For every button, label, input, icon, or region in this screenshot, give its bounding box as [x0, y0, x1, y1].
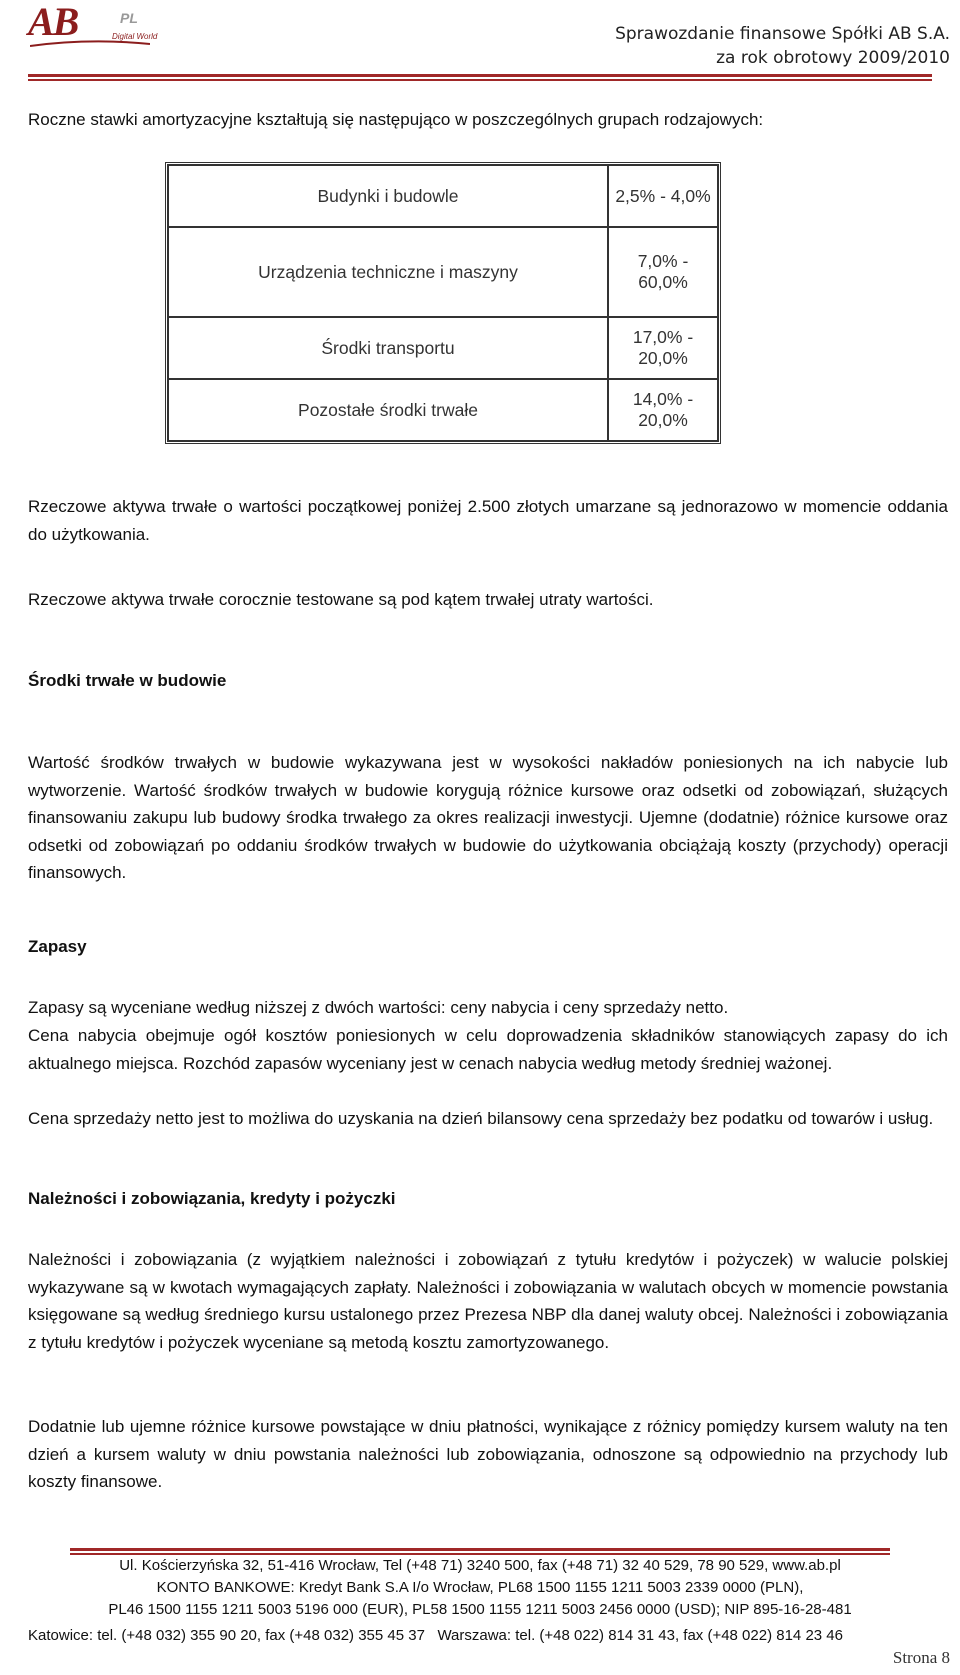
rate-category: Urządzenia techniczne i maszyny: [168, 227, 608, 317]
rate-value: 2,5% - 4,0%: [608, 165, 718, 227]
company-logo: [28, 0, 158, 50]
logo-tagline: Digital World: [112, 32, 158, 41]
footer-branches: Katowice: tel. (+48 032) 355 90 20, fax (+48 032) 355 45 37 Warszawa: tel. (+48 022) 814 31 43, fax (+48 022) 814 23 46: [28, 1627, 843, 1644]
rate-category: Środki transportu: [168, 317, 608, 379]
inventory-paragraph-1: Zapasy są wyceniane według niższej z dwóch wartości: ceny nabycia i ceny sprzedaży netto.: [28, 998, 729, 1017]
receivables-paragraph-2: Dodatnie lub ujemne różnice kursowe powstające w dniu płatności, wynikające z różnicy pomiędzy kursem waluty na ten dzień a kursem waluty w dniu powstania należności lub zobowiązania, odnoszone są odpowiednio na przychody lub koszty finansowe.: [28, 1417, 948, 1491]
receivables-paragraph-1: Należności i zobowiązania (z wyjątkiem należności i zobowiązań z tytułu kredytów i pożyczek) w walucie polskiej wykazywane są w kwotach wymagających zapłaty. Należności i zobowiązania w walutach obcych w momencie powstania księgowane są według średniego kursu ustalonego przez Prezesa NBP dla danej waluty obcej. Należności i zobowiązania z tytułu kredytów i pożyczek wyceniane są metodą kosztu zamortyzowanego.: [28, 1250, 948, 1352]
footer-divider: [70, 1548, 890, 1551]
intro-paragraph: Roczne stawki amortyzacyjne kształtują się następująco w poszczególnych grupach rodzajowych:: [28, 110, 764, 129]
inventory-paragraph-2: Cena nabycia obejmuje ogół kosztów poniesionych w celu doprowadzenia składników stanowiących zapasy do ich aktualnego miejsca. Rozchód zapasów wyceniany jest w cenach nabycia według metody średniej ważonej.: [28, 1026, 948, 1073]
table-row: [168, 379, 718, 441]
inventory-paragraph-3: Cena sprzedaży netto jest to możliwa do uzyskania na dzień bilansowy cena sprzedaży bez podatku od towarów i usług.: [28, 1109, 934, 1128]
rate-value: 14,0% - 20,0%: [608, 379, 718, 441]
section-heading-inventory: Zapasy: [28, 937, 87, 956]
logo-mark: AB: [28, 0, 78, 44]
footer-bank-account: KONTO BANKOWE: Kredyt Bank S.A I/o Wrocław, PL68 1500 1155 1211 5003 2339 0000 (PLN),: [156, 1579, 804, 1596]
table-row: [168, 165, 718, 227]
construction-paragraph: Wartość środków trwałych w budowie wykazywana jest w wysokości nakładów poniesionych na ich nabycie lub wytworzenie. Wartość środków trwałych w budowie korygują różnice kursowe oraz odsetki od zobowiązań, służących finansowaniu zakupu lub budowy środka trwałego za okres realizacji inwestycji. Ujemne (dodatnie) różnice kursowe oraz odsetki od zobowiązań po oddaniu środków trwałych w budowie do użytkowania obciążają koszty (przychody) operacji finansowych.: [28, 753, 948, 882]
section-heading-construction: Środki trwałe w budowie: [28, 671, 227, 690]
low-value-assets-paragraph: Rzeczowe aktywa trwałe o wartości początkowej poniżej 2.500 złotych umarzane są jednorazowo w momencie oddania do użytkowania.: [28, 497, 948, 544]
report-header: [615, 22, 950, 70]
report-title: Sprawozdanie finansowe Spółki AB S.A.: [615, 24, 950, 44]
rate-category: Budynki i budowle: [168, 165, 608, 227]
report-period: za rok obrotowy 2009/2010: [716, 48, 950, 68]
depreciation-rates-table: [165, 162, 721, 444]
table-row: [168, 317, 718, 379]
header-divider-thin: [28, 79, 932, 81]
footer-divider-thin: [70, 1553, 890, 1555]
section-heading-receivables: Należności i zobowiązania, kredyty i pożyczki: [28, 1189, 396, 1208]
header-divider: [28, 74, 932, 77]
footer-address: Ul. Kościerzyńska 32, 51-416 Wrocław, Tel (+48 71) 3240 500, fax (+48 71) 32 40 529, 78 90 529, www.ab.pl: [119, 1557, 841, 1574]
page-number: Strona 8: [892, 1648, 950, 1667]
rate-value: 17,0% - 20,0%: [608, 317, 718, 379]
rate-value: 7,0% - 60,0%: [608, 227, 718, 317]
logo-suffix: PL: [120, 10, 138, 26]
logo-swoosh-icon: [30, 40, 150, 48]
impairment-paragraph: Rzeczowe aktywa trwałe corocznie testowane są pod kątem trwałej utraty wartości.: [28, 590, 654, 609]
rate-category: Pozostałe środki trwałe: [168, 379, 608, 441]
table-row: [168, 227, 718, 317]
footer-accounts-nip: PL46 1500 1155 1211 5003 5196 000 (EUR), PL58 1500 1155 1211 5003 2456 0000 (USD); NIP 895-16-28-481: [108, 1601, 852, 1618]
